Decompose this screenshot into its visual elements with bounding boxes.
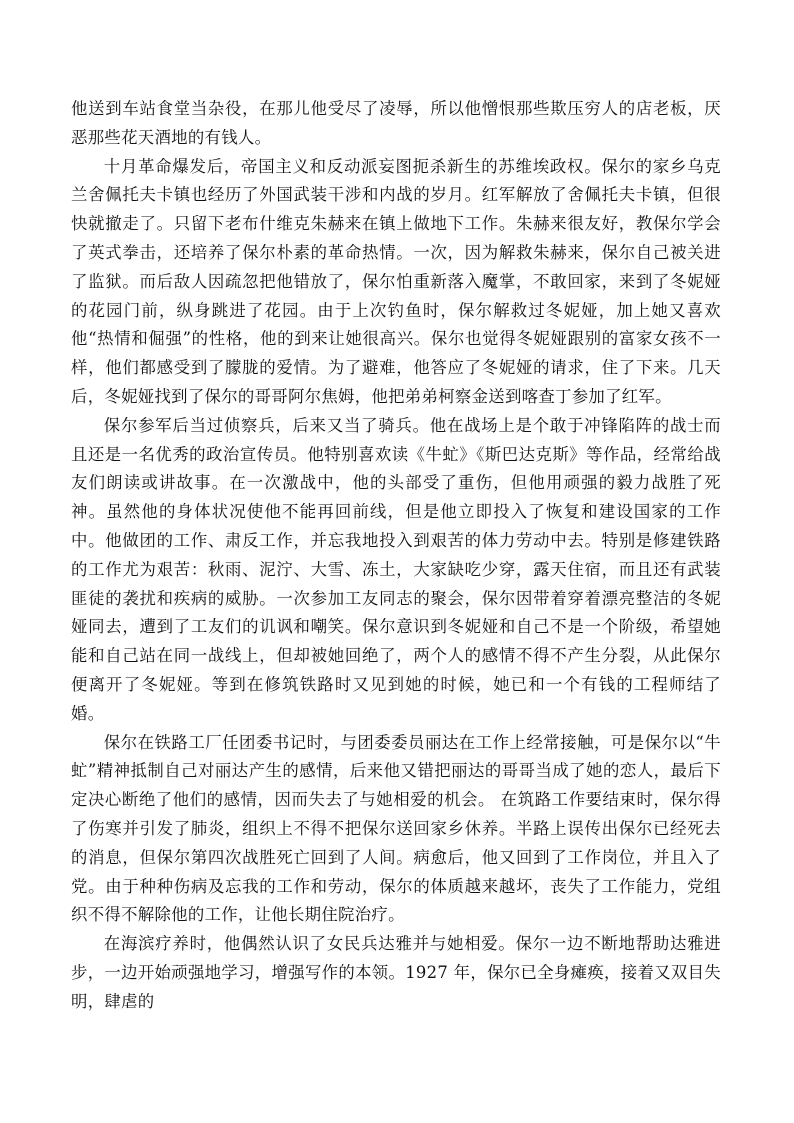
paragraph: 在海滨疗养时，他偶然认识了女民兵达雅并与她相爱。保尔一边不断地帮助达雅进步，一边开始顽强地学习，增强写作的本领。1927 年，保尔已全身瘫痪，接着又双目失明，肆虐的 <box>71 934 721 1011</box>
paragraph: 保尔参军后当过侦察兵，后来又当了骑兵。他在战场上是个敢于冲锋陷阵的战士而且还是一名优秀的政治宣传员。他特别喜欢读《牛虻》《斯巴达克斯》等作品，经常给战友们朗读或讲故事。在一次激战中，他的头部受了重伤，但他用顽强的毅力战胜了死神。虽然他的身体状况使他不能再回前线，但是他立即投入了恢复和建设国家的工作中。他做团的工作、肃反工作，并忘我地投入到艰苦的体力劳动中去。特别是修建铁路的工作尤为艰苦：秋雨、泥泞、大雪、冻土，大家缺吃少穿，露天住宿，而且还有武装匪徒的袭扰和疾病的威胁。一次参加工友同志的聚会，保尔因带着穿着漂亮整洁的冬妮娅同去，遭到了工友们的讥讽和嘲笑。保尔意识到冬妮娅和自己不是一个阶级，希望她能和自己站在同一战线上，但却被她回绝了，两个人的感情不得不产生分裂，从此保尔便离开了冬妮娅。等到在修筑铁路时又见到她的时候，她已和一个有钱的工程师结了婚。 <box>71 415 721 723</box>
article-body <box>71 95 721 1017</box>
paragraph-continued: 他送到车站食堂当杂役，在那儿他受尽了凌辱，所以他憎恨那些欺压穷人的店老板，厌恶那些花天酒地的有钱人。 <box>71 99 721 147</box>
paragraph: 保尔在铁路工厂任团委书记时，与团委委员丽达在工作上经常接触，可是保尔以“牛虻”精神抵制自己对丽达产生的感情，后来他又错把丽达的哥哥当成了她的恋人，最后下定决心断绝了他们的感情，因而失去了与她相爱的机会。 在筑路工作要结束时，保尔得了伤寒并引发了肺炎，组织上不得不把保尔送回家乡休养。半路上误传出保尔已经死去的消息，但保尔第四次战胜死亡回到了人间。病愈后，他又回到了工作岗位，并且入了党。由于种种伤病及忘我的工作和劳动，保尔的体质越来越坏，丧失了工作能力，党组织不得不解除他的工作，让他长期住院治疗。 <box>71 732 721 925</box>
paragraph: 十月革命爆发后，帝国主义和反动派妄图扼杀新生的苏维埃政权。保尔的家乡乌克兰舍佩托夫卡镇也经历了外国武装干涉和内战的岁月。红军解放了舍佩托夫卡镇，但很快就撤走了。只留下老布什维克朱赫来在镇上做地下工作。朱赫来很友好，教保尔学会了英式拳击，还培养了保尔朴素的革命热情。一次，因为解救朱赫来，保尔自己被关进了监狱。而后敌人因疏忽把他错放了，保尔怕重新落入魔掌，不敢回家，来到了冬妮娅的花园门前，纵身跳进了花园。由于上次钓鱼时，保尔解救过冬妮娅，加上她又喜欢他“热情和倔强”的性格，他的到来让她很高兴。保尔也觉得冬妮娅跟别的富家女孩不一样，他们都感受到了朦胧的爱情。为了避难，他答应了冬妮娅的请求，住了下来。几天后，冬妮娅找到了保尔的哥哥阿尔焦姆，他把弟弟柯察金送到喀查丁参加了红军。 <box>71 156 721 406</box>
